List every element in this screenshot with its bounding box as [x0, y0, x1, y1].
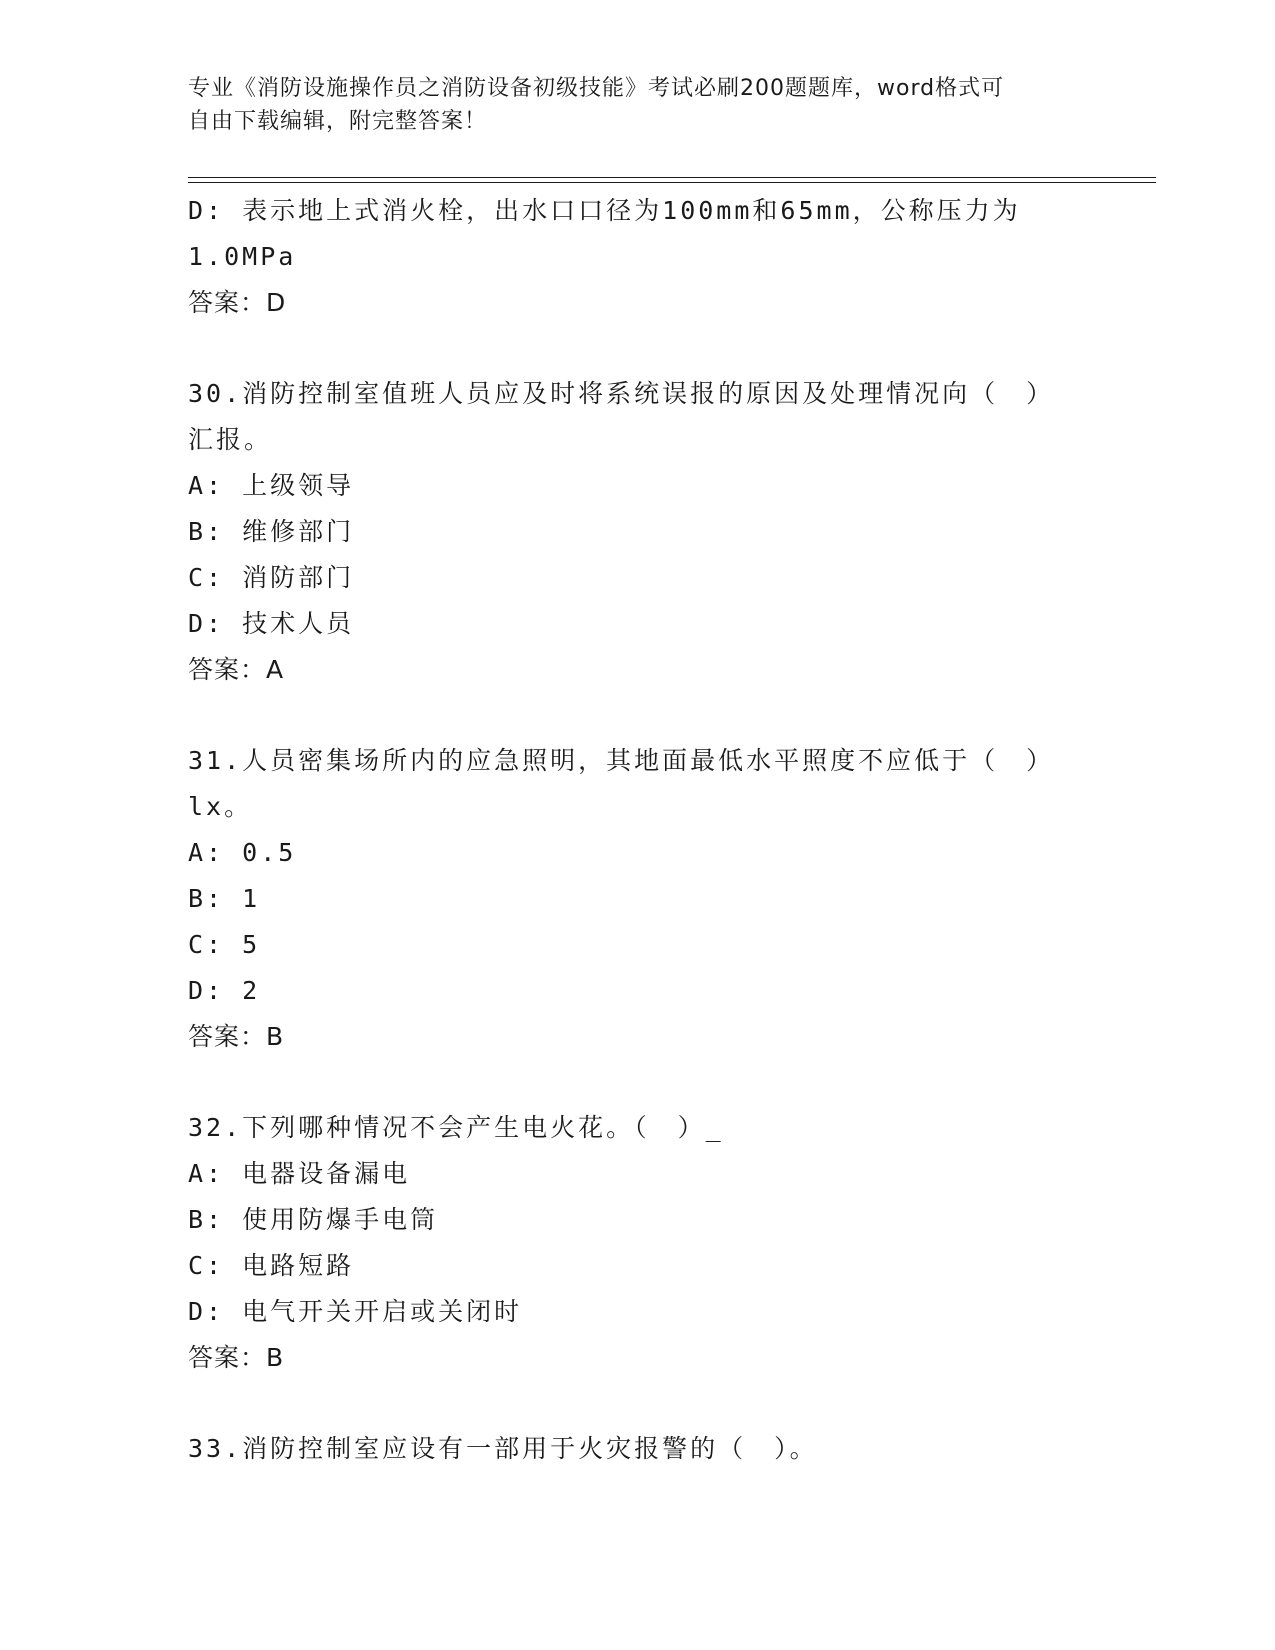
question-33 [188, 1426, 1088, 1472]
option-b: B: 维修部门 [188, 517, 355, 546]
answer-line: 答案：B [188, 1343, 285, 1372]
question-30 [188, 371, 1088, 693]
header-line-1: 专业《消防设施操作员之消防设备初级技能》考试必刷200题题库，word格式可 [188, 76, 1005, 101]
question-31 [188, 738, 1088, 1060]
option-c: C: 电路短路 [188, 1251, 355, 1280]
option-d: D: 电气开关开启或关闭时 [188, 1297, 523, 1326]
document-header [188, 72, 1068, 138]
question-stem-line-1: 32.下列哪种情况不会产生电火花。（ ）_ [188, 1113, 724, 1142]
question-32 [188, 1105, 1088, 1381]
question-list [188, 188, 1088, 1472]
question-stem-line-1: 33.消防控制室应设有一部用于火灾报警的（ ）。 [188, 1434, 818, 1463]
option-d: D: 2 [188, 976, 261, 1005]
answer-line: 答案：B [188, 1022, 285, 1051]
header-line-2: 自由下载编辑，附完整答案！ [188, 109, 488, 134]
question-stem-line-1: 31.人员密集场所内的应急照明，其地面最低水平照度不应低于（ ） [188, 746, 1055, 775]
option-c: C: 5 [188, 930, 261, 959]
option-a: A: 电器设备漏电 [188, 1159, 411, 1188]
answer-line: 答案：D [188, 288, 287, 317]
option-d: D: 技术人员 [188, 609, 355, 638]
option-d-line-2: 1.0MPa [188, 242, 297, 271]
option-d-line-1: D: 表示地上式消火栓，出水口口径为100mm和65mm，公称压力为 [188, 196, 1021, 225]
answer-line: 答案：A [188, 655, 285, 684]
question-stem-line-2: lx。 [188, 792, 253, 821]
header-divider-top [188, 177, 1156, 178]
option-b: B: 使用防爆手电筒 [188, 1205, 439, 1234]
option-a: A: 上级领导 [188, 471, 355, 500]
header-divider-bottom [188, 182, 1156, 183]
question-stem-line-2: 汇报。 [188, 425, 273, 454]
option-a: A: 0.5 [188, 838, 297, 867]
question-stem-line-1: 30.消防控制室值班人员应及时将系统误报的原因及处理情况向（ ） [188, 379, 1055, 408]
option-c: C: 消防部门 [188, 563, 355, 592]
option-b: B: 1 [188, 884, 261, 913]
